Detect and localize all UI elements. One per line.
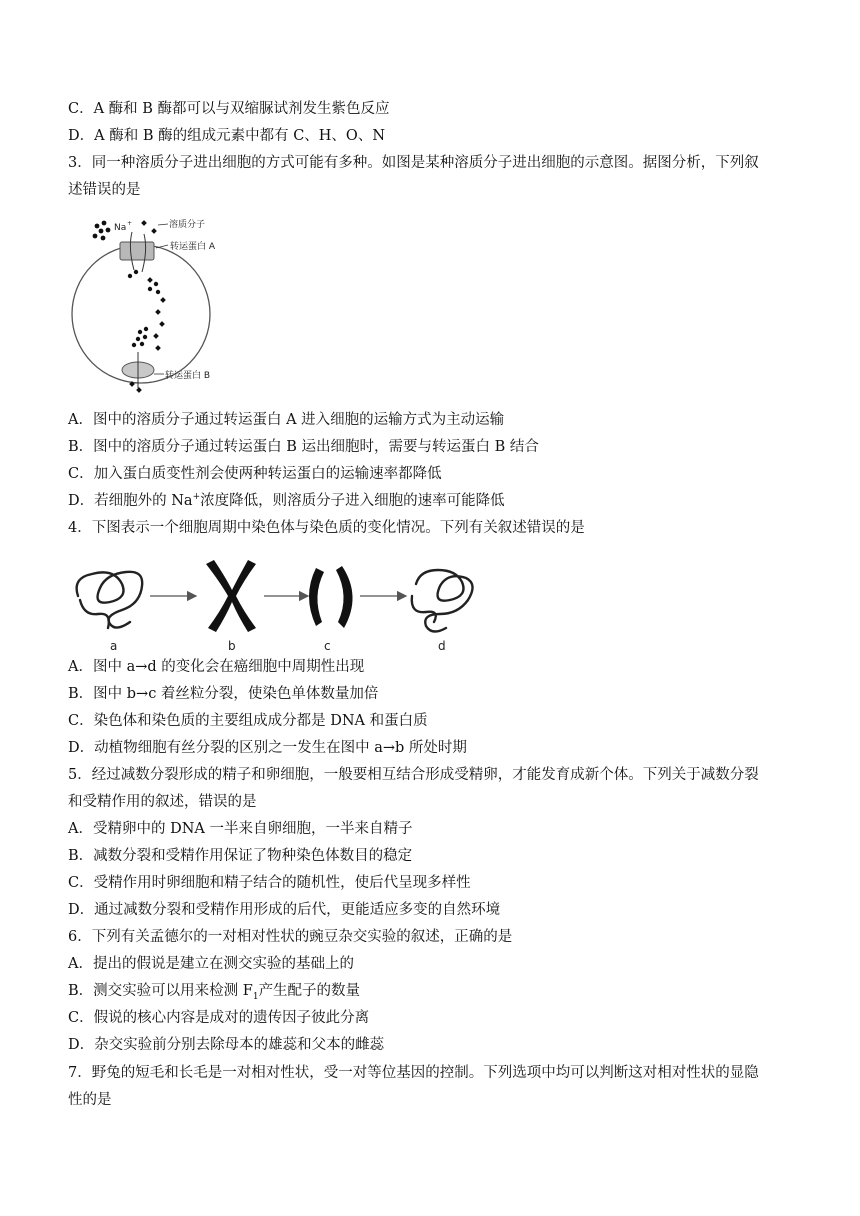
- na-label: Na: [114, 223, 127, 233]
- q2-option-c: C．A 酶和 B 酶都可以与双缩脲试剂发生紫色反应: [68, 101, 390, 117]
- chromatids-c: [309, 566, 353, 628]
- q3-cell-transport-figure: [68, 212, 228, 398]
- label-b: b: [228, 639, 236, 653]
- q3-option-c: C．加入蛋白质变性剂会使两种转运蛋白的运输速率都降低: [68, 466, 442, 482]
- q7-stem-line1: 7．野兔的短毛和长毛是一对相对性状，受一对等位基因的控制。下列选项中均可以判断这对相对性状的显隐: [68, 1065, 759, 1081]
- label-c: c: [324, 639, 331, 653]
- q5-option-b: B．减数分裂和受精作用保证了物种染色体数目的稳定: [68, 848, 413, 864]
- q5-option-a: A．受精卵中的 DNA 一半来自卵细胞，一半来自精子: [68, 821, 413, 837]
- transport-protein-a: [120, 242, 154, 260]
- protein-a-label: 转运蛋白 A: [170, 242, 216, 252]
- na-sup: +: [127, 220, 133, 227]
- protein-b-label: 转运蛋白 B: [165, 371, 211, 381]
- solute-inside: [128, 270, 166, 351]
- q5-stem-line1: 5．经过减数分裂形成的精子和卵细胞，一般要相互结合形成受精卵，才能发育成新个体。下列关于减数分裂: [68, 767, 759, 783]
- q3-option-b: B．图中的溶质分子通过转运蛋白 B 运出细胞时，需要与转运蛋白 B 结合: [68, 439, 539, 455]
- q7-stem-line2: 性的是: [68, 1092, 112, 1108]
- q6-option-c: C．假说的核心内容是成对的遗传因子彼此分离: [68, 1010, 370, 1026]
- q6-option-a: A．提出的假说是建立在测交实验的基础上的: [68, 956, 354, 972]
- chromatin-a: [77, 572, 143, 628]
- q4-chromosome-cycle-figure: [70, 556, 490, 656]
- q4-stem: 4．下图表示一个细胞周期中染色体与染色质的变化情况。下列有关叙述错误的是: [68, 520, 585, 536]
- solute-label: 溶质分子: [169, 220, 206, 230]
- q2-option-d: D．A 酶和 B 酶的组成元素中都有 C、H、O、N: [68, 128, 386, 144]
- q6-option-d: D．杂交实验前分别去除母本的雄蕊和父本的雌蕊: [68, 1037, 385, 1053]
- q3-stem-line2: 述错误的是: [68, 182, 141, 198]
- q3-option-a: A．图中的溶质分子通过转运蛋白 A 进入细胞的运输方式为主动运输: [68, 412, 505, 428]
- q6-stem: 6．下列有关孟德尔的一对相对性状的豌豆杂交实验的叙述，正确的是: [68, 929, 513, 945]
- chromatin-d: [412, 570, 473, 632]
- chromosome-b: [206, 560, 256, 632]
- q4-option-b: B．图中 b→c 着丝粒分裂，使染色单体数量加倍: [68, 686, 379, 702]
- q3-option-d: D．若细胞外的 Na+浓度降低，则溶质分子进入细胞的速率可能降低: [68, 492, 505, 509]
- q5-option-c: C．受精作用时卵细胞和精子结合的随机性，使后代呈现多样性: [68, 875, 471, 891]
- na-ion-cluster: [93, 221, 111, 241]
- q5-option-d: D．通过减数分裂和受精作用形成的后代，更能适应多变的自然环境: [68, 902, 501, 918]
- q4-option-d: D．动植物细胞有丝分裂的区别之一发生在图中 a→b 所处时期: [68, 740, 467, 756]
- label-d: d: [438, 639, 446, 653]
- q3-stem-line1: 3．同一种溶质分子进出细胞的方式可能有多种。如图是某种溶质分子进出细胞的示意图。据图分析，下列叙: [68, 155, 759, 171]
- label-a: a: [110, 639, 118, 653]
- q6-option-b: B．测交实验可以用来检测 $F_1$产生配子的数量: [68, 983, 361, 1002]
- solute-outside: [141, 220, 157, 234]
- q4-option-c: C．染色体和染色质的主要组成成分都是 DNA 和蛋白质: [68, 713, 428, 729]
- q5-stem-line2: 和受精作用的叙述，错误的是: [68, 794, 257, 810]
- q4-option-a: A．图中 a→d 的变化会在癌细胞中周期性出现: [68, 659, 365, 675]
